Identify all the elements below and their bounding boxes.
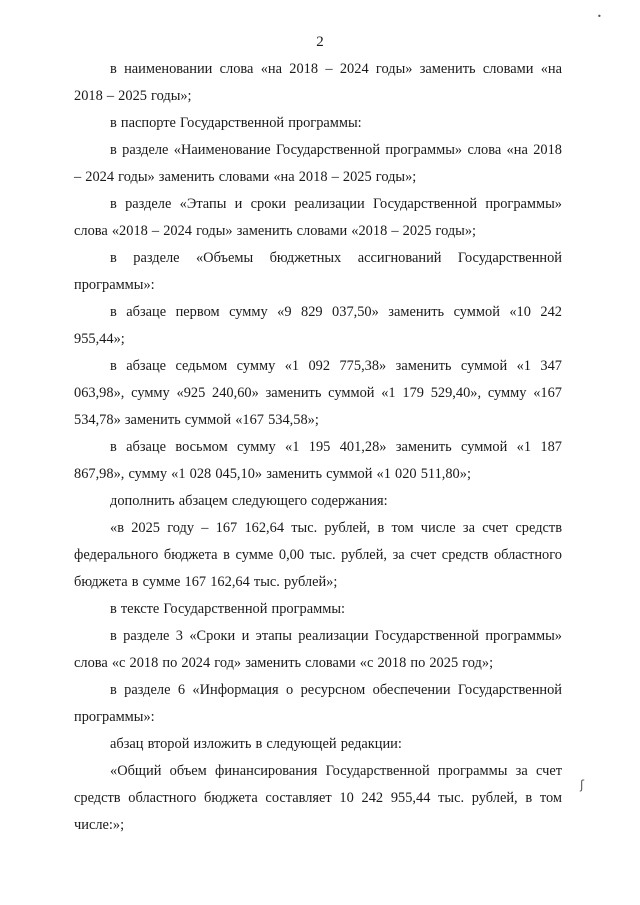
paragraph-9: дополнить абзацем следующего содержания: xyxy=(110,493,388,509)
page-number: 2 xyxy=(316,34,324,50)
paragraph-15: «Общий объем финансирования Государственной программы за счет средств областного бюджета составляет 10 242 955,44 тыс. рублей, в том числе:»; xyxy=(74,763,562,833)
paragraph-10: «в 2025 году – 167 162,64 тыс. рублей, в том числе за счет средств федерального бюджета в сумме 0,00 тыс. рублей, за счет средств областного бюджета в сумме 167 162,64 тыс. рублей»; xyxy=(74,520,562,590)
paragraph-2: в паспорте Государственной программы: xyxy=(110,115,362,131)
scan-dot-mark: • xyxy=(597,12,602,21)
paragraph-4: в разделе «Этапы и сроки реализации Государственной программы» слова «2018 – 2024 годы» заменить словами «2018 – 2025 годы»; xyxy=(74,196,562,239)
paragraph-12: в разделе 3 «Сроки и этапы реализации Государственной программы» слова «с 2018 по 2024 год» заменить словами «с 2018 по 2025 год»; xyxy=(74,628,562,671)
paragraph-3: в разделе «Наименование Государственной программы» слова «на 2018 – 2024 годы» заменить словами «на 2018 – 2025 годы»; xyxy=(74,142,562,185)
paragraph-8: в абзаце восьмом сумму «1 195 401,28» заменить суммой «1 187 867,98», сумму «1 028 045,10» заменить суммой «1 020 511,80»; xyxy=(74,439,562,482)
paragraph-11: в тексте Государственной программы: xyxy=(110,601,345,617)
document-body xyxy=(74,56,562,839)
paragraph-1: в наименовании слова «на 2018 – 2024 годы» заменить словами «на 2018 – 2025 годы»; xyxy=(74,61,562,104)
paragraph-7: в абзаце седьмом сумму «1 092 775,38» заменить суммой «1 347 063,98», сумму «925 240,60» заменить суммой «1 179 529,40», сумму «167 534,78» заменить суммой «167 534,58»; xyxy=(74,358,562,428)
scan-curl-mark: ʃ xyxy=(580,778,585,792)
paragraph-13: в разделе 6 «Информация о ресурсном обеспечении Государственной программы»: xyxy=(74,682,562,725)
paragraph-6: в абзаце первом сумму «9 829 037,50» заменить суммой «10 242 955,44»; xyxy=(74,304,562,347)
paragraph-14: абзац второй изложить в следующей редакции: xyxy=(110,736,402,752)
paragraph-5: в разделе «Объемы бюджетных ассигнований Государственной программы»: xyxy=(74,250,562,293)
